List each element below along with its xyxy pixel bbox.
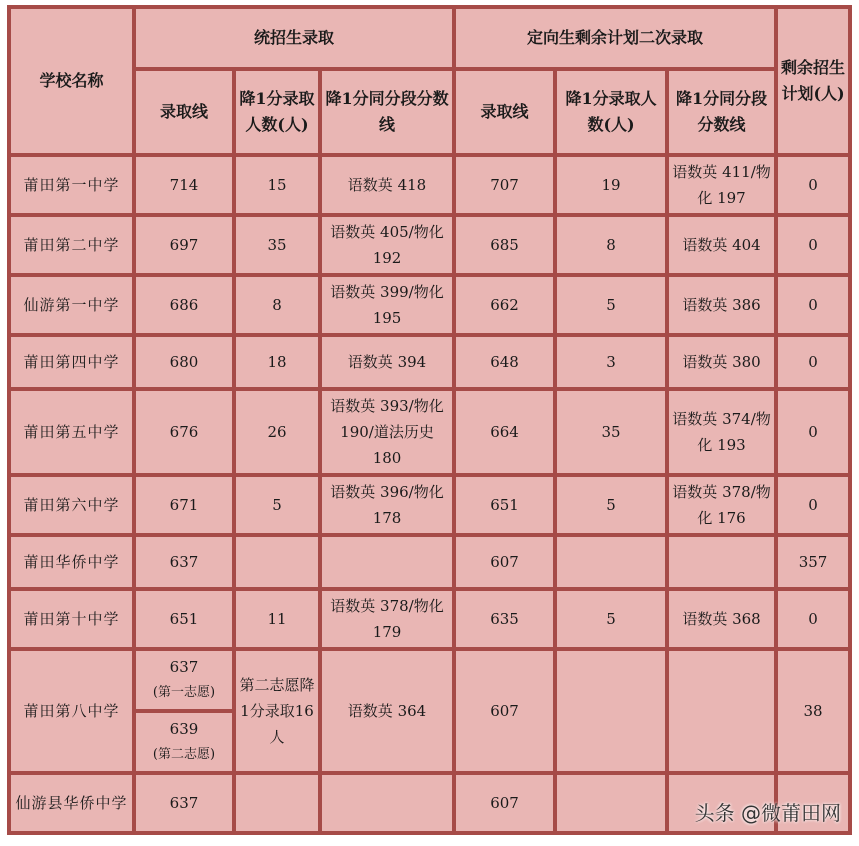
- table-row: [7, 477, 852, 537]
- watermark: 头条 @微莆田网: [694, 801, 841, 825]
- directed-lower1-count: [557, 537, 669, 591]
- header-directed-tie: 降1分同分段分数线: [669, 71, 778, 157]
- school-name: 莆田第二中学: [7, 217, 136, 277]
- directed-line: 664: [456, 391, 557, 477]
- unified-line: 637: [136, 775, 236, 835]
- directed-lower1-count: 35: [557, 391, 669, 477]
- unified-lower1-count: [236, 537, 322, 591]
- directed-tie-scores: 语数英 378/物化 176: [669, 477, 778, 537]
- table-row: [7, 277, 852, 337]
- header-school-name: 学校名称: [7, 5, 136, 157]
- table-row: [7, 217, 852, 277]
- school-name: 仙游县华侨中学: [7, 775, 136, 835]
- table-row: [7, 157, 852, 217]
- table-row: [7, 337, 852, 391]
- remaining-plan: 0: [778, 217, 852, 277]
- unified-tie-scores: [322, 537, 456, 591]
- directed-tie-scores: 语数英 374/物化 193: [669, 391, 778, 477]
- unified-tie-scores: 语数英 393/物化 190/道法历史 180: [322, 391, 456, 477]
- directed-lower1-count: 5: [557, 477, 669, 537]
- directed-lower1-count: 5: [557, 591, 669, 651]
- unified-lower1-count: 8: [236, 277, 322, 337]
- unified-lower1-count: 18: [236, 337, 322, 391]
- unified-line: 651: [136, 591, 236, 651]
- directed-line: 635: [456, 591, 557, 651]
- directed-tie-scores: 语数英 404: [669, 217, 778, 277]
- directed-tie-scores: [669, 537, 778, 591]
- directed-line: 607: [456, 775, 557, 835]
- unified-line: 686: [136, 277, 236, 337]
- directed-tie-scores: 语数英 411/物化 197: [669, 157, 778, 217]
- unified-line: 714: [136, 157, 236, 217]
- admission-line-split: [136, 651, 236, 775]
- directed-line: 662: [456, 277, 557, 337]
- directed-lower1-count: [557, 651, 669, 775]
- directed-line: 648: [456, 337, 557, 391]
- remaining-plan: 0: [778, 391, 852, 477]
- remaining-plan: 0: [778, 277, 852, 337]
- unified-lower1-count: 5: [236, 477, 322, 537]
- unified-line: 680: [136, 337, 236, 391]
- directed-line: 707: [456, 157, 557, 217]
- table-row: [7, 391, 852, 477]
- remaining-plan: 357: [778, 537, 852, 591]
- directed-tie-scores: [669, 651, 778, 775]
- directed-tie-scores: 语数英 380: [669, 337, 778, 391]
- unified-lower1-count: 11: [236, 591, 322, 651]
- table-row: [7, 537, 852, 591]
- directed-lower1-count: [557, 775, 669, 835]
- admission-table: [7, 5, 852, 835]
- header-unified-admission: 统招生录取: [136, 5, 456, 71]
- unified-tie-scores: 语数英 378/物化 179: [322, 591, 456, 651]
- remaining-plan: 38: [778, 651, 852, 775]
- unified-lower1-count: 第二志愿降1分录取16人: [236, 651, 322, 775]
- school-name: 莆田第四中学: [7, 337, 136, 391]
- unified-lower1-count: 15: [236, 157, 322, 217]
- unified-tie-scores: 语数英 399/物化 195: [322, 277, 456, 337]
- remaining-plan: 0: [778, 157, 852, 217]
- unified-line: 671: [136, 477, 236, 537]
- unified-tie-scores: [322, 775, 456, 835]
- directed-tie-scores: 语数英 368: [669, 591, 778, 651]
- line-value: 639: [169, 720, 199, 738]
- unified-tie-scores: 语数英 418: [322, 157, 456, 217]
- header-directed-count: 降1分录取人数(人): [557, 71, 669, 157]
- unified-tie-scores: 语数英 405/物化 192: [322, 217, 456, 277]
- header-unified-line: 录取线: [136, 71, 236, 157]
- directed-line: 607: [456, 651, 557, 775]
- table-row: [7, 651, 852, 775]
- directed-line: 607: [456, 537, 557, 591]
- unified-line: 676: [136, 391, 236, 477]
- school-name: 莆田第五中学: [7, 391, 136, 477]
- admission-line-first-choice: [136, 651, 232, 713]
- unified-line: 637: [136, 537, 236, 591]
- unified-tie-scores: 语数英 394: [322, 337, 456, 391]
- school-name: 莆田第八中学: [7, 651, 136, 775]
- unified-lower1-count: 35: [236, 217, 322, 277]
- header-directed-line: 录取线: [456, 71, 557, 157]
- remaining-plan: 0: [778, 591, 852, 651]
- unified-lower1-count: [236, 775, 322, 835]
- directed-tie-scores: 语数英 386: [669, 277, 778, 337]
- school-name: 莆田第十中学: [7, 591, 136, 651]
- remaining-plan: 0: [778, 337, 852, 391]
- unified-lower1-count: 26: [236, 391, 322, 477]
- directed-line: 685: [456, 217, 557, 277]
- school-name: 仙游第一中学: [7, 277, 136, 337]
- school-name: 莆田华侨中学: [7, 537, 136, 591]
- choice-note: (第二志愿): [152, 747, 216, 762]
- school-name: 莆田第一中学: [7, 157, 136, 217]
- directed-lower1-count: 3: [557, 337, 669, 391]
- directed-lower1-count: 5: [557, 277, 669, 337]
- unified-tie-scores: 语数英 364: [322, 651, 456, 775]
- header-remaining-plan: 剩余招生计划(人): [778, 5, 852, 157]
- unified-line: 697: [136, 217, 236, 277]
- directed-line: 651: [456, 477, 557, 537]
- unified-tie-scores: 语数英 396/物化 178: [322, 477, 456, 537]
- admission-line-second-choice: [136, 713, 232, 771]
- header-directed-admission: 定向生剩余计划二次录取: [456, 5, 778, 71]
- choice-note: (第一志愿): [152, 685, 216, 700]
- table-row: [7, 591, 852, 651]
- header-unified-tie: 降1分同分段分数线: [322, 71, 456, 157]
- directed-lower1-count: 8: [557, 217, 669, 277]
- remaining-plan: 0: [778, 477, 852, 537]
- directed-lower1-count: 19: [557, 157, 669, 217]
- school-name: 莆田第六中学: [7, 477, 136, 537]
- header-unified-count: 降1分录取人数(人): [236, 71, 322, 157]
- line-value: 637: [169, 658, 199, 676]
